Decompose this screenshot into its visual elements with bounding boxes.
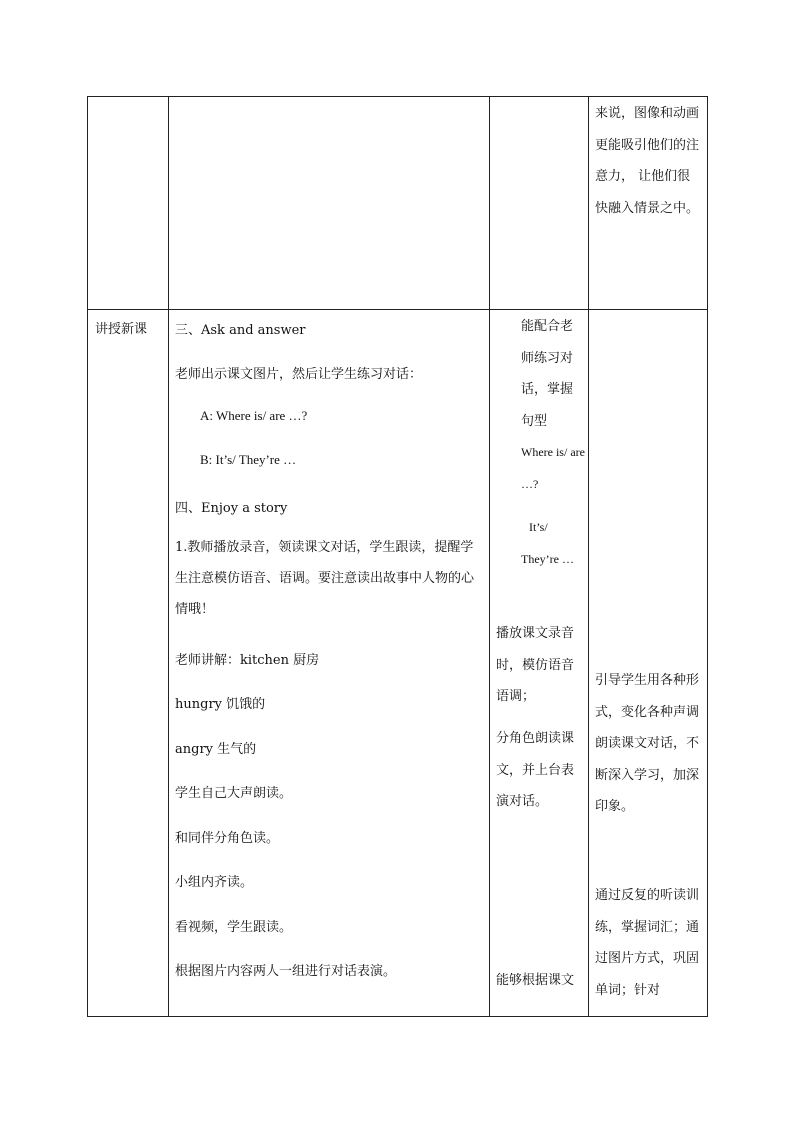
section-heading: 三、Ask and answer: [175, 323, 306, 338]
student-activity-text: Where is/ are …?: [521, 445, 585, 491]
content-paragraph: 1.教师播放录音，领读课文对话，学生跟读，提醒学生注意模仿语音、语调。要注意读出故事中人物的心情哦！: [175, 540, 475, 617]
design-intent-cell: [589, 310, 708, 1017]
content-line: 和同伴分角色读。: [175, 831, 280, 846]
student-activity-text: 能配合老师练习对话，掌握句型: [521, 319, 574, 429]
lesson-plan-table: [87, 96, 708, 1017]
design-intent-text: 引导学生用各种形式，变化各种声调朗读课文对话，不断深入学习，加深印象。: [595, 673, 700, 814]
stage-label: 讲授新课: [95, 322, 148, 337]
table-row: [88, 97, 708, 310]
table-row: [88, 310, 708, 1017]
content-line: 根据图片内容两人一组进行对话表演。: [175, 964, 397, 979]
content-line: hungry 饥饿的: [175, 697, 266, 712]
content-line: 看视频，学生跟读。: [175, 920, 293, 935]
dialogue-line-a: A: Where is/ are …?: [200, 408, 308, 423]
content-line: 老师讲解：kitchen 厨房: [175, 653, 320, 668]
content-cell: [169, 310, 490, 1017]
content-line: angry 生气的: [175, 742, 257, 757]
design-intent-text: 通过反复的听读训练，掌握词汇；通过图片方式，巩固单词；针对: [595, 888, 700, 998]
content-line: 老师出示课文图片，然后让学生练习对话：: [175, 367, 423, 382]
design-intent-text: 来说，图像和动画更能吸引他们的注意力， 让他们很快融入情景之中。: [595, 106, 700, 216]
student-activity-text: 分角色朗读课文，并上台表演对话。: [496, 731, 575, 809]
student-activity-text: 播放课文录音时，模仿语音语调；: [496, 626, 575, 704]
content-line: 小组内齐读。: [175, 875, 254, 890]
student-activity-cell: [490, 97, 589, 310]
content-line: 学生自己大声朗读。: [175, 786, 293, 801]
student-activity-text: It’s/ They’re …: [521, 520, 574, 566]
section-heading: 四、Enjoy a story: [175, 501, 288, 516]
design-intent-cell: [589, 97, 708, 310]
dialogue-line-b: B: It’s/ They’re …: [200, 452, 297, 467]
student-activity-cell: [490, 310, 589, 1017]
content-cell: [169, 97, 490, 310]
stage-cell: [88, 97, 169, 310]
student-activity-text: 能够根据课文: [496, 973, 575, 988]
stage-cell: [88, 310, 169, 1017]
